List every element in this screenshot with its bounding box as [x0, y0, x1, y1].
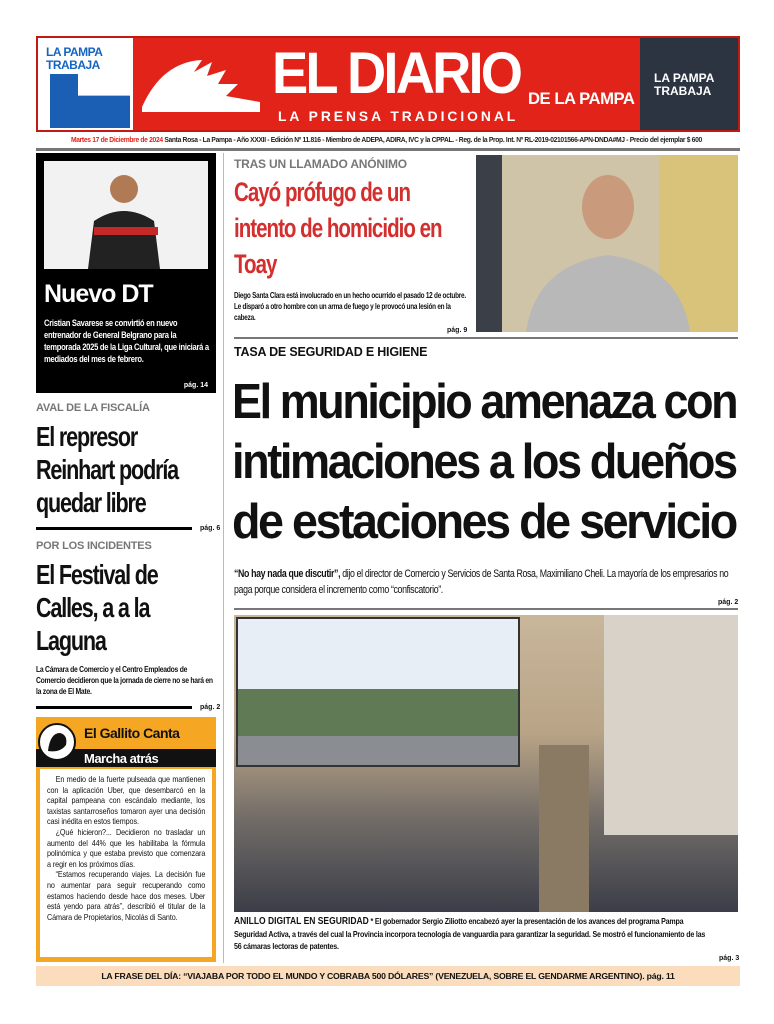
column-body [47, 774, 205, 922]
headline-text: El Festival de Calles, a a la Laguna [36, 559, 158, 656]
deck-body [234, 566, 734, 598]
column-title: Marcha atrás [84, 751, 159, 766]
headline[interactable] [36, 558, 186, 657]
caption-text: * El gobernador Sergio Ziliotto encabezó ayer la presentación de los avances del programa Pampa Seguridad Activa, a través del cual la Provincia incorpora tecnología de vanguardia para garantizar la seguridad. Se mostró el funcionamiento de las 56 cámaras lectoras de patentes. [234, 916, 706, 951]
main-deck [234, 566, 734, 598]
story-body-box [234, 290, 470, 323]
page-ref: pág. 2 [200, 704, 221, 711]
feature-body-box [44, 317, 212, 365]
paragraph: “Estamos recuperando viajes. La decisión fue no aumentar para seguir recuperando como estamos haciendo desde hace dos meses. Uber está yendo para atrás”, describió el titular de la Cámara de Propietarios, Nicolás di Santo. [47, 869, 206, 922]
headline-line: de estaciones de servicio [232, 495, 736, 549]
story-body: La Cámara de Comercio y el Centro Empleados de Comercio decidieron que la jornada de cierre no se hará en la zona de El Mate. [36, 665, 213, 696]
divider [36, 148, 740, 151]
kicker: TRAS UN LLAMADO ANÓNIMO [234, 157, 407, 171]
feature-title: Nuevo DT [44, 280, 153, 308]
title-suffix [528, 90, 636, 108]
paragraph: En medio de la fuerte pulseada que mantienen con la aplicación Uber, que desembarcó en la capital pampeana con escándalo mediante, los taxistas santarroseños tomaron ayer una decisión casi inédita en estos tiempos. [47, 774, 206, 827]
kicker: AVAL DE LA FISCALÍA [36, 402, 150, 414]
column-body-box [40, 769, 212, 957]
dateline [36, 134, 760, 146]
column-name: El Gallito Canta [84, 725, 180, 741]
tagline-text: LA PRENSA TRADICIONAL [278, 108, 519, 124]
title-text: EL DIARIO [272, 41, 521, 106]
quote: “No hay nada que discutir”, [234, 568, 341, 580]
edition-info: Santa Rosa - La Pampa - Año XXXII - Edición Nº 11.816 - Miembro de ADEPA, ADIRA, IVC y la CPPAL. - Reg. de la Prop. Int. Nº RL-2019-02101566-APN-DNDA#MJ - Precio del ejemplar $ 600 [164, 135, 702, 144]
page-ref: pág. 2 [718, 599, 739, 606]
rooster-icon [38, 723, 76, 761]
divider [234, 608, 738, 610]
headline-text: El represor Reinhart podría quedar libre [36, 421, 179, 518]
press-conference-photo [234, 615, 738, 912]
headline[interactable] [234, 174, 470, 282]
tagline [278, 108, 521, 124]
podium [539, 745, 589, 912]
page-ref: pág. 6 [200, 525, 221, 532]
suspect-photo [476, 155, 738, 332]
deck-text: dijo el director de Comercio y Servicios de Santa Rosa, Maximiliano Cheli. La mayoría de los empresarios no paga porque considera el incremento como “confiscatorio”. [234, 568, 729, 596]
headline-line: intimaciones a los dueños [232, 435, 736, 489]
quote-of-the-day-text: LA FRASE DEL DÍA: “VIAJABA POR TODO EL MUNDO Y COBRABA 500 DÓLARES” (VENEZUELA, SOBRE EL GENDARME ARGENTINO). pág. 11 [101, 971, 675, 981]
headline-text: Cayó prófugo de un intento de homicidio en Toay [234, 177, 442, 279]
story-body: Diego Santa Clara está involucrado en un hecho ocurrido el pasado 12 de octubre. Le disparó a otro hombre con un arma de fuego y le provocó una lesión en la cabeza. [234, 291, 466, 322]
divider [234, 337, 738, 339]
page-ref: pág. 9 [447, 327, 468, 334]
rising-sun-logo-icon [142, 52, 260, 112]
feature-box[interactable] [36, 153, 216, 393]
quote-of-the-day-bar[interactable] [36, 966, 740, 986]
newspaper-title [272, 41, 537, 106]
kicker: TASA DE SEGURIDAD E HIGIENE [234, 345, 428, 359]
la-pampa-trabaja-logo: LA PAMPA TRABAJA [38, 38, 133, 130]
page-ref: pág. 3 [719, 955, 740, 962]
caption-body [234, 915, 714, 952]
column-divider [223, 153, 224, 963]
coach-photo [44, 161, 208, 269]
divider [36, 706, 192, 709]
feature-body: Cristian Savarese se convirtió en nuevo entrenador de General Belgrano para la temporada 2025 de la Liga Cultural, que iniciará a mediados del mes de febrero. [44, 318, 209, 364]
date: Martes 17 de Diciembre de 2024 [70, 135, 163, 144]
paragraph: ¿Qué hicieron?... Decidieron no trasladar un aumento del 44% que les habilitaba la fórmula polinómica y que estaba previsto que comenzara a regir en los próximos días. [47, 826, 206, 869]
main-headline[interactable] [232, 372, 738, 552]
la-pampa-trabaja-ad: LA PAMPA TRABAJA [640, 38, 738, 130]
divider [36, 527, 192, 530]
caption-title: ANILLO DIGITAL EN SEGURIDAD [234, 916, 369, 927]
dateline-text [36, 134, 702, 146]
photo-caption [234, 915, 714, 952]
suffix-text: DE LA PAMPA [528, 89, 635, 108]
page-ref: pág. 14 [183, 382, 208, 389]
story-body-box [36, 664, 218, 697]
opinion-column[interactable] [36, 717, 216, 962]
province-map-icon [50, 74, 130, 128]
headline[interactable] [36, 420, 216, 519]
curtain [604, 615, 738, 835]
headline-line: El municipio amenaza con [232, 375, 737, 429]
kicker: POR LOS INCIDENTES [36, 540, 152, 552]
presentation-screen [236, 617, 520, 767]
